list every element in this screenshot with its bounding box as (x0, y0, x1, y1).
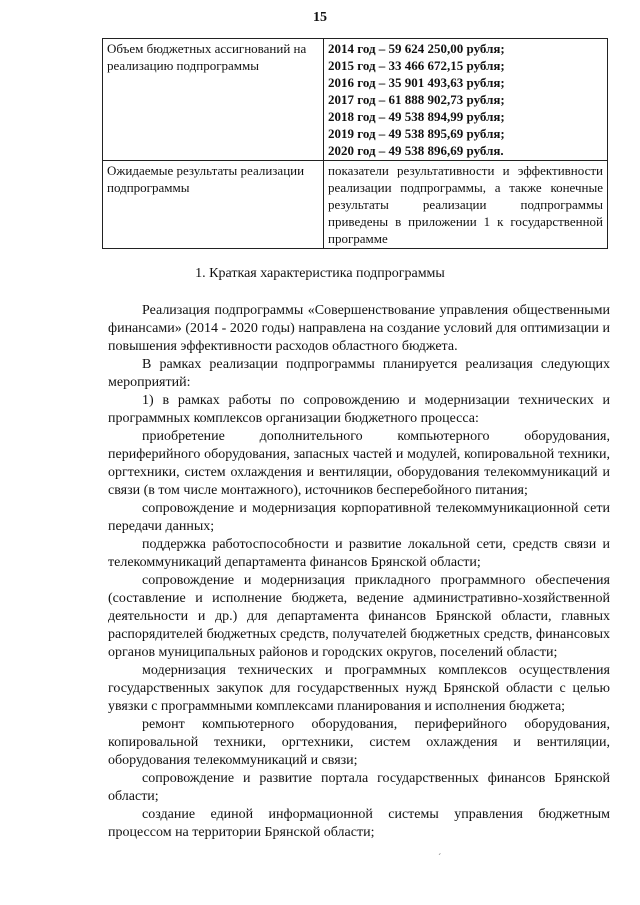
paragraph-software: сопровождение и модернизация прикладного программного обеспечения (составление и исполнение бюджета, ведение административно-хозяйственной деятельности и др.) для департамента финансов Брянской области, главных распорядителей бюджетных средств, получателей бюджетных средств, финансовых органов муниципальных районов и городских округов, поселений области; (108, 573, 610, 660)
paragraph-local-network: поддержка работоспособности и развитие локальной сети, средств связи и телекоммуникаций департамента финансов Брянской области; (108, 537, 610, 570)
budget-year-line: 2016 год – 35 901 493,63 рубля; (328, 75, 505, 90)
budget-year-line: 2020 год – 49 538 896,69 рубля. (328, 143, 504, 158)
paragraph-repair: ремонт компьютерного оборудования, периферийного оборудования, копировальной техники, оргтехники, систем охлаждения и вентиляции, оборудования телекоммуникаций и связи; (108, 717, 610, 768)
expected-results-value-cell: показатели результативности и эффективности реализации подпрограммы, а также конечные результаты реализации подпрограммы приведены в приложении 1 к государственной программе (324, 161, 608, 249)
budget-year-line: 2014 год – 59 624 250,00 рубля; (328, 41, 505, 56)
paragraph-network: сопровождение и модернизация корпоративной телекоммуникационной сети передачи данных; (108, 501, 610, 534)
budget-label-cell: Объем бюджетных ассигнований на реализацию подпрограммы (103, 39, 324, 161)
paragraph-measures-lead: В рамках реализации подпрограммы планируется реализация следующих мероприятий: (108, 357, 610, 390)
budget-year-line: 2017 год – 61 888 902,73 рубля; (328, 92, 505, 107)
paragraph-item-1: 1) в рамках работы по сопровождению и модернизации технических и программных комплексов организации бюджетного процесса: (108, 393, 610, 426)
paragraph-procurement: модернизация технических и программных комплексов осуществления государственных закупок для государственных нужд Брянской области с целью увязки с программными комплексами планирования и исполнения бюджета; (108, 663, 610, 714)
page-number: 15 (313, 10, 327, 25)
budget-year-line: 2019 год – 49 538 895,69 рубля; (328, 126, 505, 141)
section-heading: 1. Краткая характеристика подпрограммы (195, 266, 445, 281)
subprogram-passport-table (102, 38, 608, 249)
scan-mark: ˊ (438, 853, 442, 864)
table-row-budget (103, 39, 608, 161)
budget-year-line: 2018 год – 49 538 894,99 рубля; (328, 109, 505, 124)
paragraph-equipment: приобретение дополнительного компьютерного оборудования, периферийного оборудования, запасных частей и модулей, копировальной техники, оргтехники, систем охлаждения и вентиляции, оборудования телекоммуникаций и связи (в том числе монтажного), источников бесперебойного питания; (108, 429, 610, 498)
budget-year-line: 2015 год – 33 466 672,15 рубля; (328, 58, 505, 73)
paragraph-intro: Реализация подпрограммы «Совершенствование управления общественными финансами» (2014 - 2020 годы) направлена на создание условий для оптимизации и повышения эффективности расходов областного бюджета. (108, 303, 610, 354)
expected-results-label-cell: Ожидаемые результаты реализации подпрограммы (103, 161, 324, 249)
body-text (108, 302, 610, 842)
table-row-expected-results (103, 161, 608, 249)
budget-values-cell (324, 39, 608, 161)
paragraph-info-system: создание единой информационной системы управления бюджетным процессом на территории Брянской области; (108, 807, 610, 840)
paragraph-portal: сопровождение и развитие портала государственных финансов Брянской области; (108, 771, 610, 804)
